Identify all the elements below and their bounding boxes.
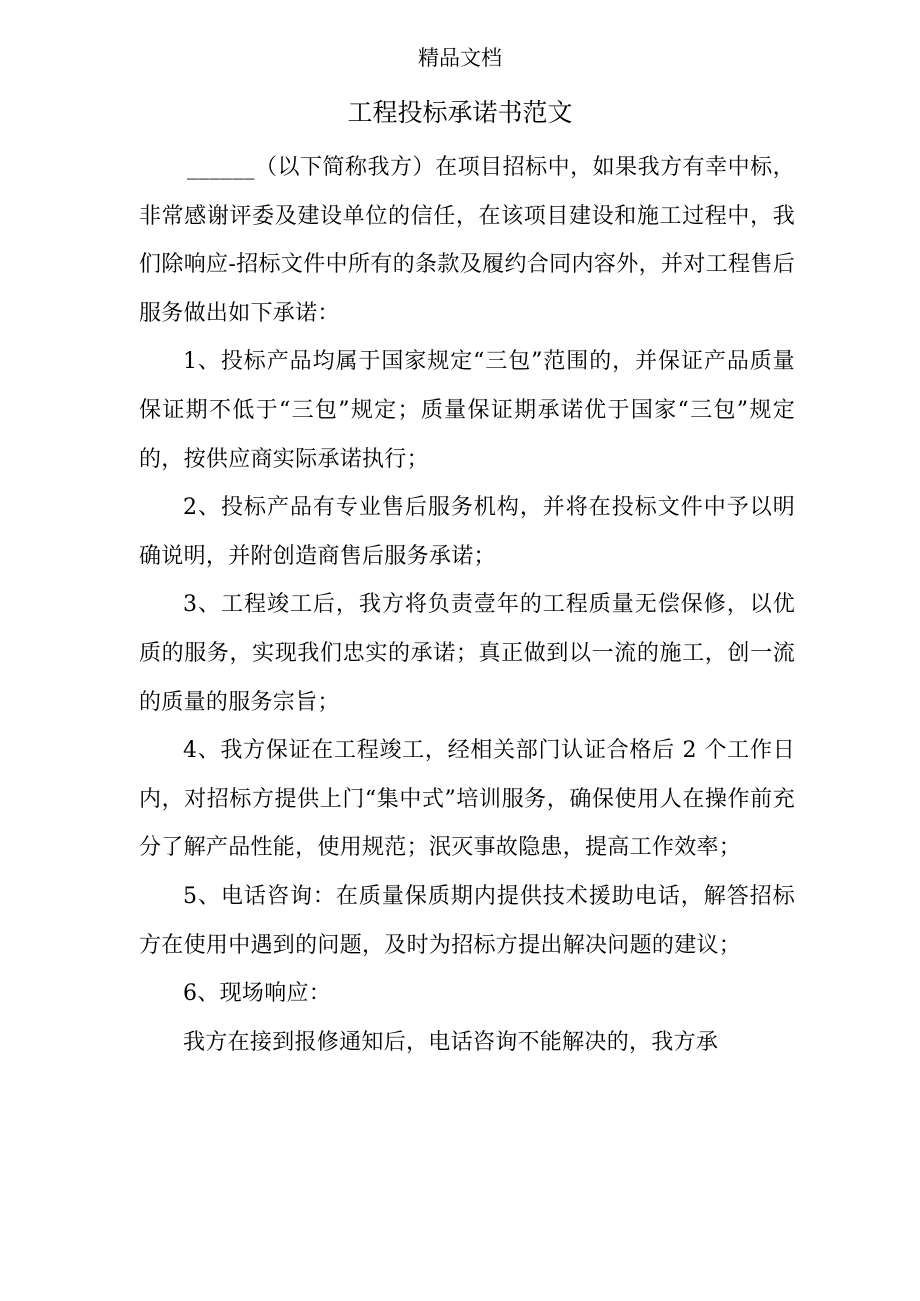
document-title: 工程投标承诺书范文	[347, 98, 573, 127]
paragraph-item-2: 2、投标产品有专业售后服务机构，并将在投标文件中予以明确说明，并附创造商售后服务承诺；	[139, 495, 795, 569]
paragraph-item-3: 3、工程竣工后，我方将负责壹年的工程质量无偿保修，以优质的服务，实现我们忠实的承诺；真正做到以一流的施工，创一流的质量的服务宗旨；	[139, 592, 795, 715]
paragraph-item-5: 5、电话咨询：在质量保质期内提供技术援助电话，解答招标方在使用中遇到的问题，及时为招标方提出解决问题的建议；	[139, 883, 795, 958]
document-body	[139, 144, 795, 1067]
paragraph-item-4: 4、我方保证在工程竣工，经相关部门认证合格后 2 个工作日内，对招标方提供上门“集中式”培训服务，确保使用人在操作前充分了解产品性能，使用规范；泯灭事故隐患，提高工作效率；	[139, 738, 795, 861]
paragraph-continuation: 我方在接到报修通知后，电话咨询不能解决的，我方承	[183, 1029, 719, 1055]
paragraph-item-1: 1、投标产品均属于国家规定“三包”范围的，并保证产品质量保证期不低于“三包”规定；质量保证期承诺优于国家“三包”规定的，按供应商实际承诺执行；	[139, 349, 795, 472]
page-header: 精品文档	[418, 46, 502, 70]
paragraph-item-6: 6、现场响应：	[183, 981, 332, 1007]
paragraph-intro: ______（以下简称我方）在项目招标中，如果我方有幸中标，非常感谢评委及建设单位的信任，在该项目建设和施工过程中，我们除响应-招标文件中所有的条款及履约合同内容外，并对工程售后服务做出如下承诺：	[139, 155, 795, 326]
